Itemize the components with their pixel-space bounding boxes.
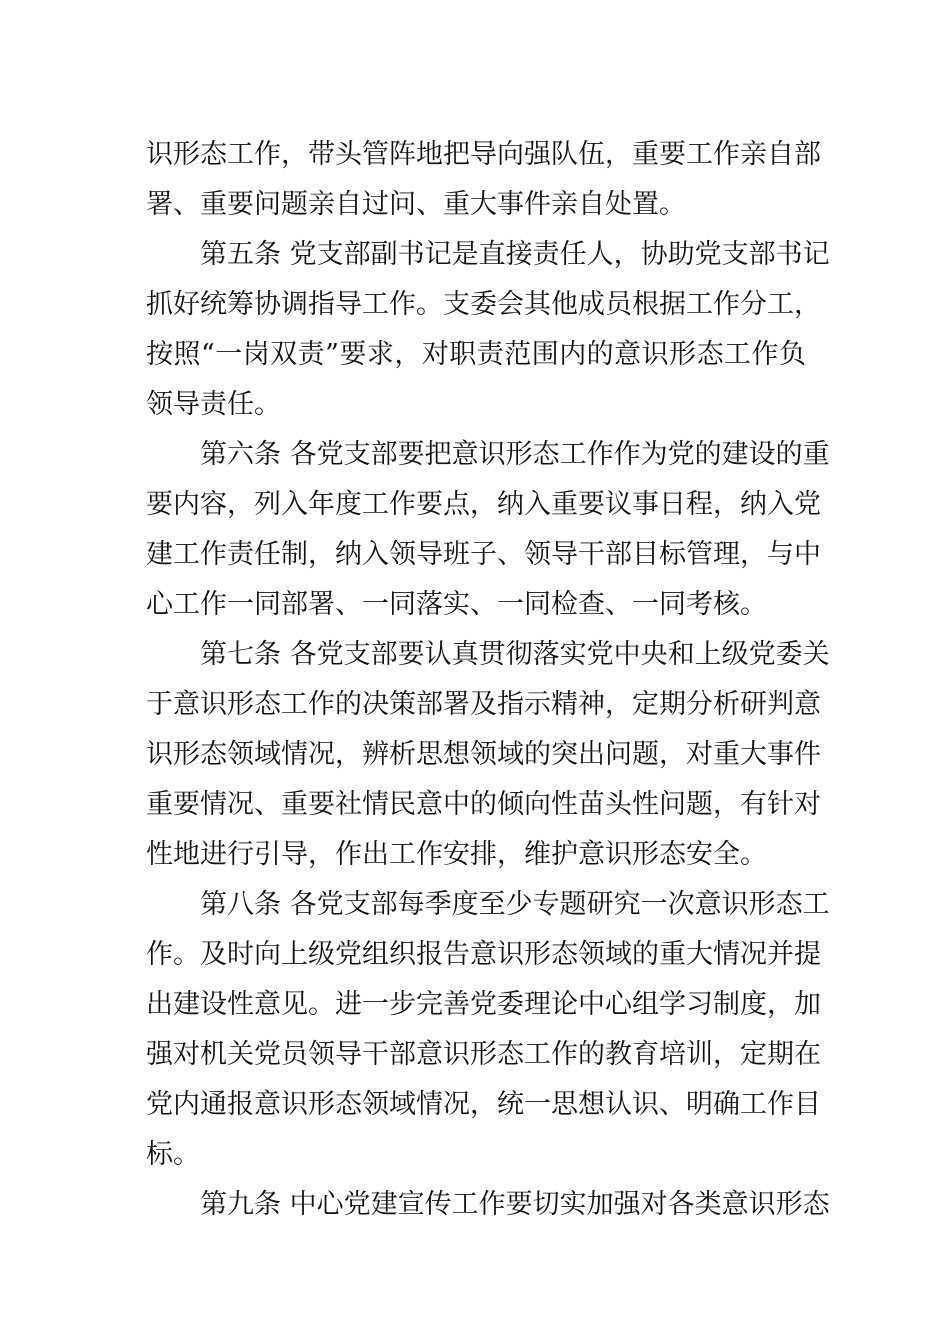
- text-line: 重要情况、重要社情民意中的倾向性苗头性问题，有针对: [146, 789, 821, 820]
- text-line: 于意识形态工作的决策部署及指示精神，定期分析研判意: [146, 689, 821, 720]
- text-line: 抓好统筹协调指导工作。支委会其他成员根据工作分工，: [146, 289, 821, 320]
- text-line: 要内容，列入年度工作要点，纳入重要议事日程，纳入党: [146, 489, 821, 520]
- text-line: 按照“一岗双责”要求，对职责范围内的意识形态工作负: [146, 339, 806, 370]
- text-line: 作。及时向上级党组织报告意识形态领域的重大情况并提: [146, 939, 821, 970]
- text-line: 识形态领域情况，辨析思想领域的突出问题，对重大事件: [146, 739, 821, 770]
- text-line: 党内通报意识形态领域情况，统一思想认识、明确工作目: [146, 1089, 821, 1120]
- article-first-line: 第七条 各党支部要认真贯彻落实党中央和上级党委关: [200, 639, 830, 670]
- text-line: 性地进行引导，作出工作安排，维护意识形态安全。: [146, 839, 767, 870]
- text-line: 建工作责任制，纳入领导班子、领导干部目标管理，与中: [146, 539, 821, 570]
- article-first-line: 第九条 中心党建宣传工作要切实加强对各类意识形态: [200, 1189, 830, 1220]
- text-line: 出建设性意见。进一步完善党委理论中心组学习制度，加: [146, 989, 821, 1020]
- text-line: 心工作一同部署、一同落实、一同检查、一同考核。: [146, 589, 767, 620]
- text-line: 强对机关党员领导干部意识形态工作的教育培训，定期在: [146, 1039, 821, 1070]
- article-first-line: 第六条 各党支部要把意识形态工作作为党的建设的重: [200, 439, 830, 470]
- text-line: 署、重要问题亲自过问、重大事件亲自处置。: [146, 189, 686, 220]
- text-line: 标。: [146, 1139, 200, 1170]
- article-first-line: 第八条 各党支部每季度至少专题研究一次意识形态工: [200, 889, 830, 920]
- document-body: [146, 130, 830, 1230]
- text-line: 识形态工作，带头管阵地把导向强队伍，重要工作亲自部: [146, 139, 821, 170]
- text-line: 领导责任。: [146, 389, 281, 420]
- article-first-line: 第五条 党支部副书记是直接责任人，协助党支部书记: [200, 239, 830, 270]
